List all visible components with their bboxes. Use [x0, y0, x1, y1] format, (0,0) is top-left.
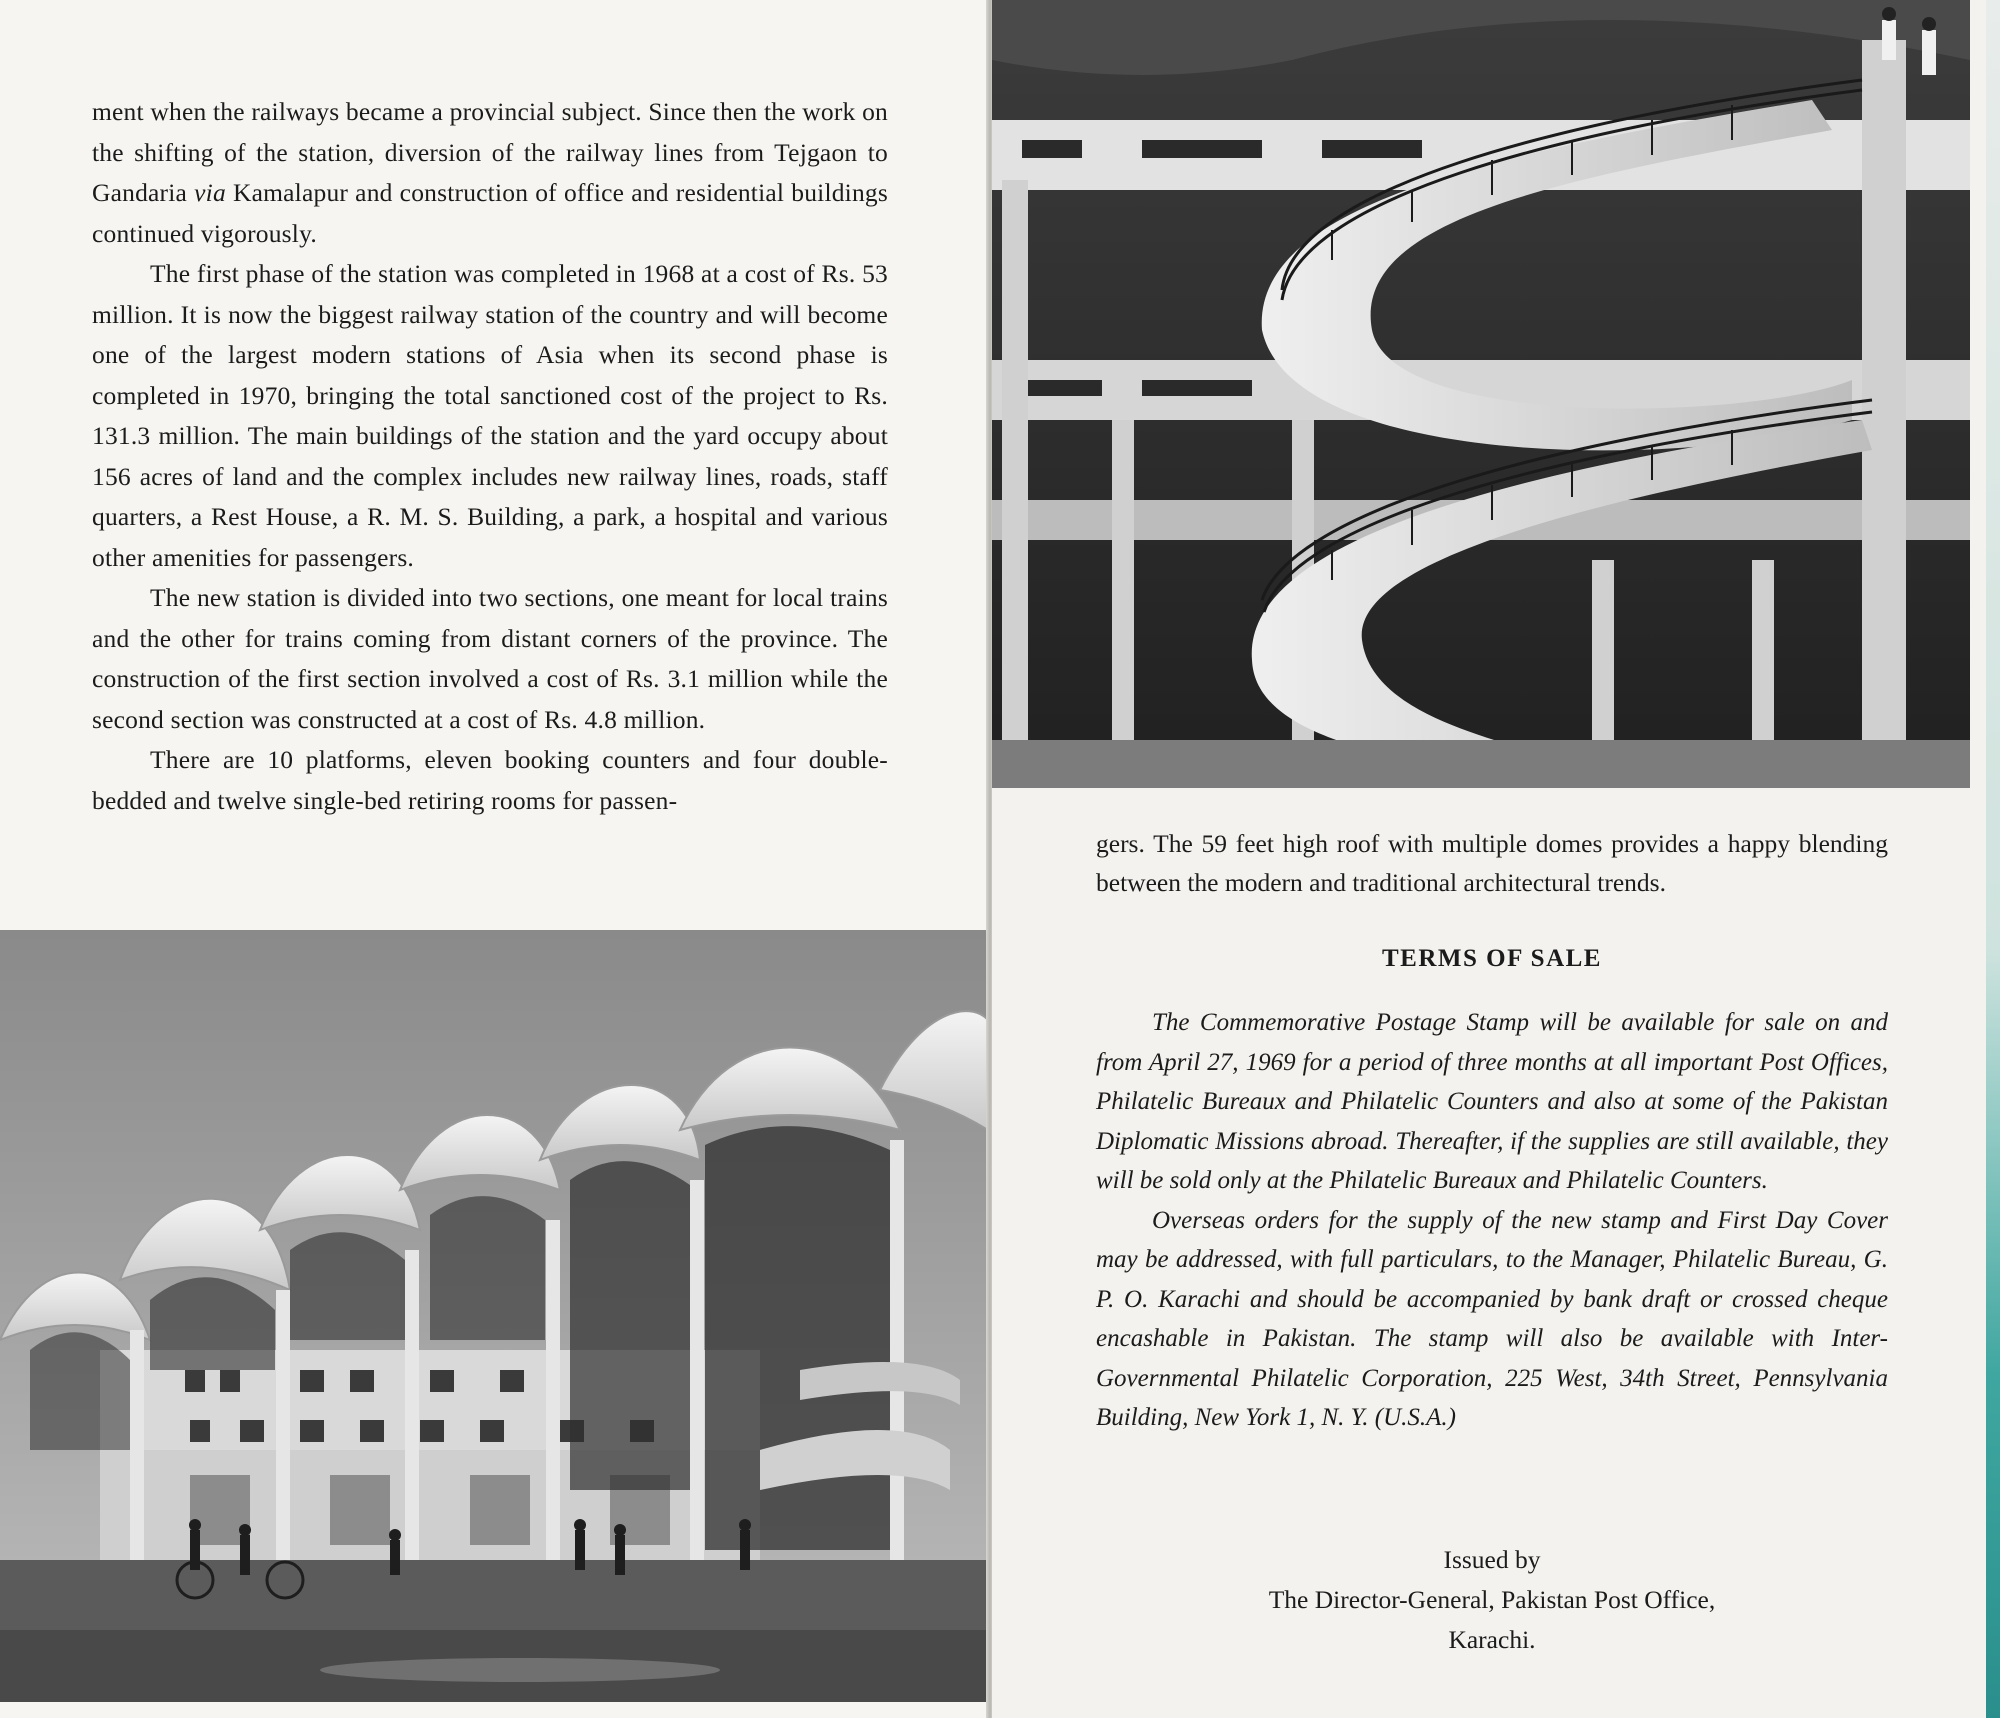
terms-paragraph-2: Overseas orders for the supply of the new stamp and First Day Cover may be addressed, with full particulars, to the Manager, Philatelic Bureau, G. P. O. Karachi and should be accompanied by bank draft or crossed cheque encashable in Pakistan. The stamp will also be available with Inter-Governmental Philatelic Corporation, 225 West, 34th Street, Pennsylvania Building, New York 1, N. Y. (U.S.A.): [1096, 1206, 1888, 1431]
left-page-body-text: [92, 92, 888, 821]
paragraph-1: ment when the railways became a provincial subject. Since then the work on the shifting of the station, diversion of the railway lines from Tejgaon to Gandaria via Kamalapur and construction of office and residential buildings continued vigorously.: [92, 97, 888, 248]
right-page: [992, 0, 2000, 1718]
station-facade-photo: [0, 930, 988, 1702]
issuer-city: Karachi.: [1448, 1625, 1536, 1654]
paragraph-4: There are 10 platforms, eleven booking counters and four double-bedded and twelve single-bed retiring rooms for passen-: [92, 745, 888, 815]
left-page: [0, 0, 988, 1718]
terms-of-sale-heading: TERMS OF SALE: [1381, 945, 1602, 972]
issuer-title: The Director-General, Pakistan Post Office,: [1268, 1585, 1716, 1614]
issued-by-block: [1096, 1540, 1888, 1660]
terms-of-sale-text: [1096, 1003, 1888, 1438]
caption-continuation: gers. The 59 feet high roof with multiple domes provides a happy blending between the modern and traditional architectural trends.: [1096, 829, 1888, 897]
paragraph-3: The new station is divided into two sections, one meant for local trains and the other for trains coming from distant corners of the province. The construction of the first section involved a cost of Rs. 3.1 million while the second section was constructed at a cost of Rs. 4.8 million.: [92, 583, 888, 734]
page-edge-strip: [1986, 0, 2000, 1718]
terms-paragraph-1: The Commemorative Postage Stamp will be available for sale on and from April 27, 1969 for a period of three months at all important Post Offices, Philatelic Bureaux and Philatelic Counters and also at some of the Pakistan Diplomatic Missions abroad. Thereafter, if the supplies are still available, they will be sold only at the Philatelic Bureaux and Philatelic Counters.: [1096, 1009, 1888, 1194]
spiral-staircase-photo: [992, 0, 1970, 788]
issued-by-line: Issued by: [1443, 1545, 1541, 1574]
paragraph-2: The first phase of the station was completed in 1968 at a cost of Rs. 53 million. It is now the biggest railway station of the country and will become one of the largest modern stations of Asia when its second phase is completed in 1970, bringing the total sanctioned cost of the project to Rs. 131.3 million. The main buildings of the station and the yard occupy about 156 acres of land and the complex includes new railway lines, roads, staff quarters, a Rest House, a R. M. S. Building, a park, a hospital and various other amenities for passengers.: [92, 259, 888, 572]
